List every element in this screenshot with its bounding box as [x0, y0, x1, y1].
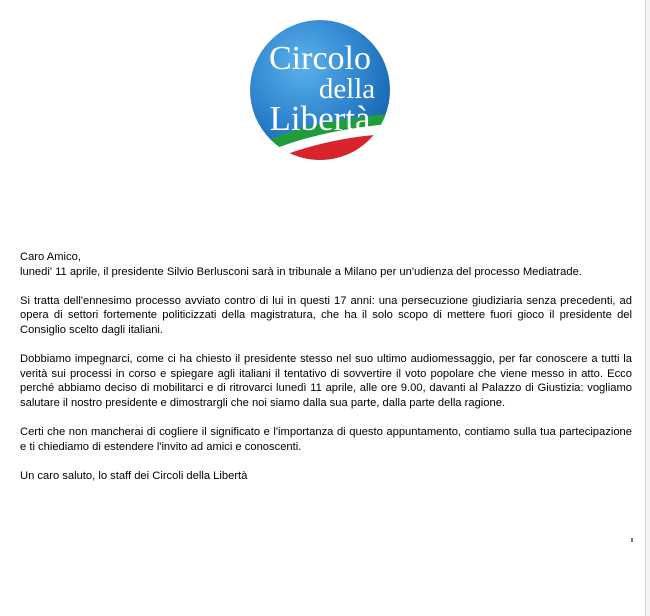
logo-text-della: della	[318, 73, 376, 105]
letter-salutation: Caro Amico,	[20, 251, 81, 263]
letter-paragraph-3: Certi che non mancherai di cogliere il significato e l'importanza di questo appuntamento, contiamo sulla tua partecipazione e ti chiediamo di estendere l'invito ad amici e conoscenti.	[20, 426, 632, 453]
letter-intro: lunedi' 11 aprile, il presidente Silvio Berlusconi sarà in tribunale a Milano per un'udienza del processo Mediatrade.	[20, 265, 582, 278]
logo-text-circolo: Circolo	[269, 40, 371, 77]
letter-opening	[20, 250, 632, 279]
letter-paragraph-2: Dobbiamo impegnarci, come ci ha chiesto il presidente stesso nel suo ultimo audiomessaggio, per far conoscere a tutti la verità sui processi in corso e spiegare agli italiani il tentativo di sovvertire il voto popolare che viene messo in atto. Ecco perché abbiamo deciso di mobilitarci e di ritrovarci lunedì 11 aprile, alle ore 9.00, davanti al Palazzo di Giustizia: vogliamo salutare il nostro presidente e dimostrargli che noi siamo dalla sua parte, dalla parte della ragione.	[20, 353, 632, 409]
letter-body	[20, 250, 632, 498]
letter-closing: Un caro saluto, lo staff dei Circoli della Libertà	[20, 469, 248, 482]
logo-text-liberta: Libertà	[269, 99, 371, 138]
letter-paragraph-1: Si tratta dell'ennesimo processo avviato contro di lui in questi 17 anni: una persecuzione giudiziaria senza precedenti, ad opera di settori fortemente politicizzati della magistratura, che ha il solo scopo di mettere fuori gioco il presidente del Consiglio scelto dagli italiani.	[20, 294, 632, 336]
stray-mark	[631, 538, 633, 542]
page-right-edge	[645, 0, 650, 616]
circolo-della-liberta-logo	[249, 18, 391, 163]
